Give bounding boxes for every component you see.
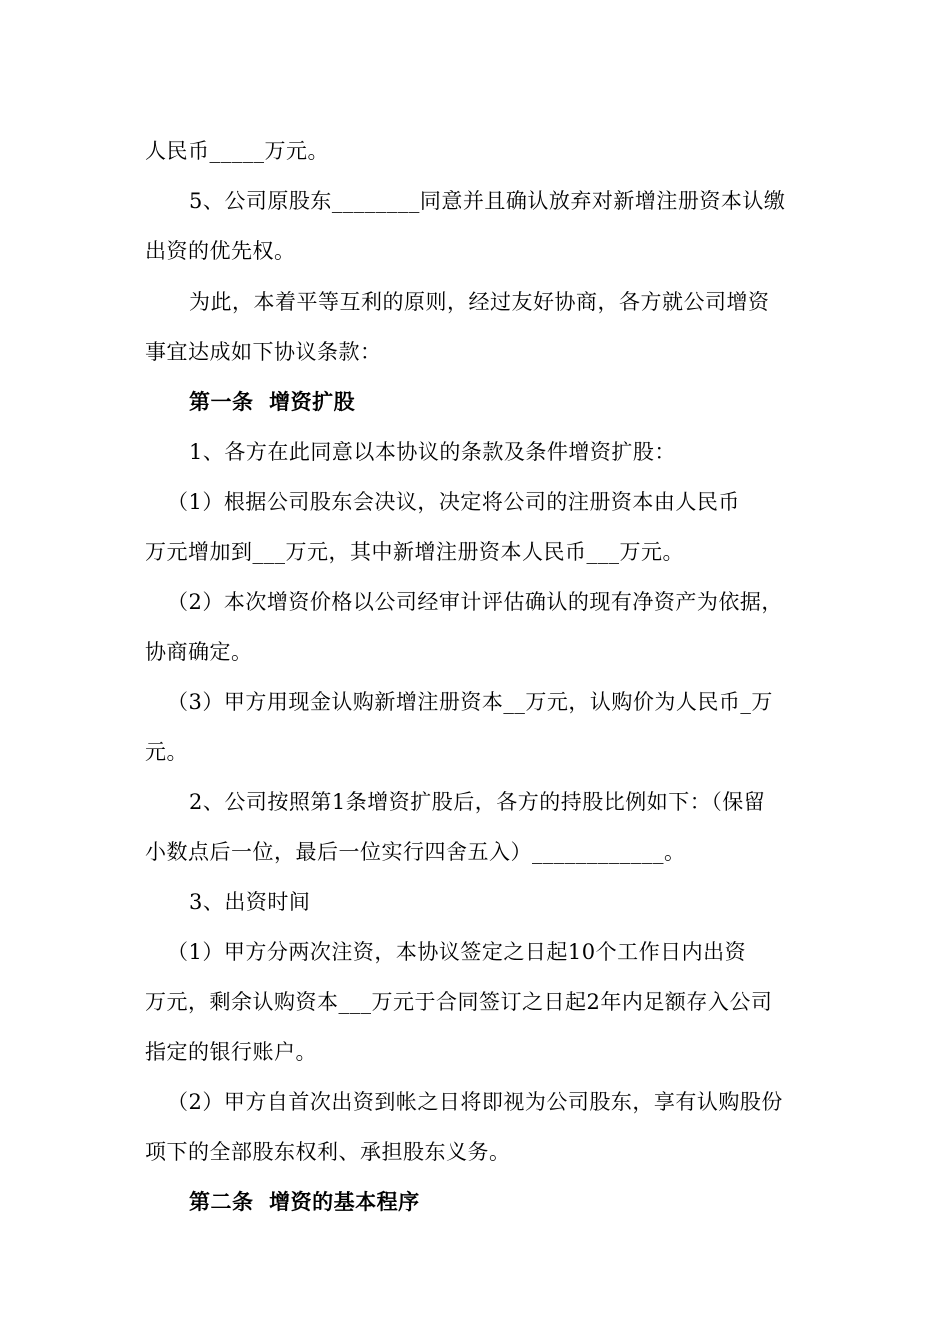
text-line: 1、各方在此同意以本协议的条款及条件增资扩股：: [189, 440, 676, 464]
text-line: （2）甲方自首次出资到帐之日将即视为公司股东，享有认购股份: [167, 1090, 783, 1114]
text-line: 为此，本着平等互利的原则，经过友好协商，各方就公司增资: [189, 290, 770, 314]
text-line: 元。: [145, 740, 188, 764]
text-line: 5、公司原股东________同意并且确认放弃对新增注册资本认缴: [189, 189, 786, 213]
text-line: 3、出资时间: [189, 890, 311, 914]
text-line: 小数点后一位，最后一位实行四舍五入）____________。: [145, 840, 686, 864]
text-line: 项下的全部股东权利、承担股东义务。: [145, 1140, 511, 1164]
text-line: 2、公司按照第1条增资扩股后，各方的持股比例如下：（保留: [189, 790, 766, 814]
text-line: （3）甲方用现金认购新增注册资本__万元，认购价为人民币_万: [167, 690, 773, 714]
text-line: 万元，剩余认购资本___万元于合同签订之日起2年内足额存入公司: [145, 990, 773, 1014]
text-line: 人民币_____万元。: [145, 139, 329, 163]
text-line: 万元增加到___万元，其中新增注册资本人民币___万元。: [145, 540, 684, 564]
text-line: 事宜达成如下协议条款：: [145, 340, 382, 364]
text-line: （1）根据公司股东会决议，决定将公司的注册资本由人民币: [167, 490, 740, 514]
text-line: （1）甲方分两次注资，本协议签定之日起10个工作日内出资: [167, 940, 747, 964]
text-line: （2）本次增资价格以公司经审计评估确认的现有净资产为依据，: [167, 590, 783, 614]
section-heading: 第二条 增资的基本程序: [189, 1189, 420, 1214]
text-line: 出资的优先权。: [145, 239, 296, 263]
text-line: 指定的银行账户。: [145, 1040, 317, 1064]
text-line: 协商确定。: [145, 640, 253, 664]
section-heading: 第一条 增资扩股: [189, 389, 356, 414]
